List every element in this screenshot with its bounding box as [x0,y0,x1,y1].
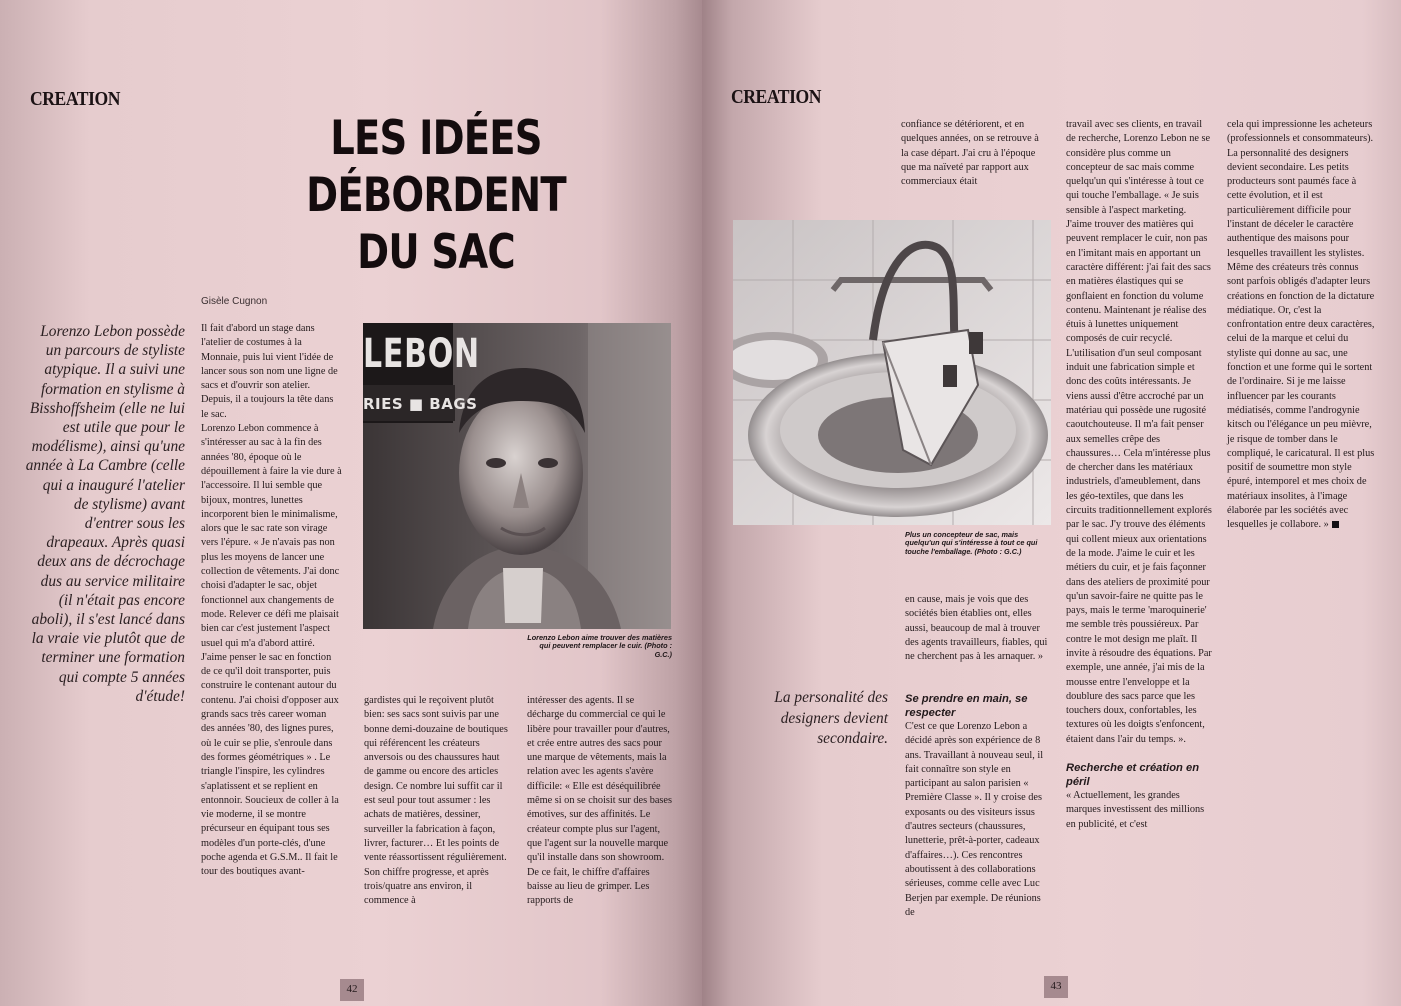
end-mark-icon [1332,521,1339,528]
page-number-right: 43 [1044,976,1068,998]
right-page [702,0,1401,1006]
article-column-3 [1227,118,1375,533]
headline [272,110,600,281]
article-column-2-text: travail avec ses clients, en travail de recherche, Lorenzo Lebon ne se considère plus comme un concepteur de sac mais comme quelqu'un qui s'intéresse à tout ce qui touche l'emballage. « Je suis sensible à l'aspect marketing. J'aime trouver des matières qui peuvent remplacer le cuir, non pas en l'imitant mais en apportant un caractère différent: j'ai fait des sacs en matières élastiques qui se gonflaient en fonction du volume contenu. Maintenant je réalise des étuis à lunettes uniquement composés de cuir recyclé. L'utilisation d'un seul composant induit une fabrication simple et donc des coûts intéressants. Je viens aussi d'être accroché par un matériau qui possède une rugosité caoutchouteuse. Il m'a fait penser aux semelles crêpe des chaussures… Cela m'intéresse plus de chercher dans les matériaux industriels, d'ameublement, dans les géo-textiles, que dans les circuits traditionnellement explorés par le sac. J'y trouve des éléments qui collent mieux aux orientations de la mode. J'aime le cuir et les métiers du cuir, et je fais façonner dans des ateliers de proximité pour qu'un savoir-faire ne quitte pas le pays, mais le terme 'maroquinerie' me semble très poussiéreux. Par contre le mot design me plaît. Il invite à résoudre des équations. Par exemple, une année, j'ai mis de la mousse entre l'enveloppe et la doublure des sacs parce que les touchers doux, confortables, les textures où les doigts s'enfoncent, étaient dans l'air du temps. ». [1066,119,1212,745]
article-column-1-top: confiance se détériorent, et en quelques années, on se retrouve à la case départ. J'ai cru à l'époque que ma naïveté par rapport aux commerciaux était [901,119,1039,188]
subhead-1-text: C'est ce que Lorenzo Lebon a décidé après son expérience de 8 ans. Travaillant à nouveau seul, il fait connaître son style en participant au salon parisien « Première Classe ». Il y croise des exposants ou des visiteurs issus d'autres secteurs (chaussures, lunetterie, prêt-à-porter, cadeaux d'affaires…). Ces rencontres aboutissent à des collaborations sérieuses, comme celle avec Luc Berjen par exemple. De réunions de [905,721,1044,918]
subhead-2: Recherche et création en péril [1066,762,1200,789]
article-column-3-text: cela qui impressionne les acheteurs (professionnels et consommateurs). La personnalité des designers devient secondaire. Les petits producteurs sont paumés face à cette évolution, et il est particulièrement difficile pour l'instant de déceler le caractère authentique des maisons pour lesquelles travaillent les stylistes. Même des créateurs très connus sont parfois obligés d'adapter leurs créations en fonction de la dictature médiatique. Or, c'est la confrontation entre deux caractères, celui de la marque et celui du styliste qui donne au sac, une fonction et une forme qui le sortent de l'ordinaire. Si je me laisse influencer par les courants médiatisés, comme l'androgynie kitsch ou l'élégance un peu mièvre, je risque de tomber dans le compliqué, le caricatural. Il est plus positif de soumettre mon style épuré, intemporel et mes choix de matériaux insolites, à l'image élaborée par les sociétés avec lesquelles je collabore. » [1227,119,1375,531]
bag-sink-image [733,220,1051,525]
portrait-photo [363,323,671,629]
article-column-1-bottom: en cause, mais je vois que des sociétés bien établies ont, elles aussi, beaucoup de mal à trouver des agents travailleurs, fiables, qui ne cherchent pas à les arnaquer. » [905,594,1048,663]
headline-line-1: LES IDÉES [330,111,542,166]
section-label: CREATION [30,88,121,110]
article-column-1: Il fait d'abord un stage dans l'atelier de costumes à la Monnaie, puis lui vient l'idée de lancer sous son nom une ligne de sacs et d'ouvrir son atelier. Depuis, il a toujours la tête dans le sac. Lorenzo Lebon commence à s'intéresser au sac à la fin des années '80, époque où le dépouillement à faire la vie dure à l'accessoire. Il lui semble que bijoux, montres, lunettes incorporent bien le minimalisme, alors que le sac rate son virage vers l'épure. « Je n'avais pas non plus les moyens de lancer une collection de vêtements. J'ai donc choisi d'adapter le sac, objet fonctionnel aux changements de mode. Relever ce défi me plaisait bien car c'est justement l'aspect usuel qui m'a d'abord attiré. J'aime penser le sac en fonction de ce qu'il doit transporter, puis construire le contenant autour du contenu. J'ai choisi d'opposer aux grands sacs très career woman des années '80, des lignes pures, où le cuir se plie, s'enroule dans des formes géométriques » . Le triangle l'inspire, les cylindres s'aplatissent et se replient en entonnoir. Soucieux de coller à la vie moderne, il se montre précurseur en équipant tous ses modèles d'un porte-clés, d'une poche agenda et G.S.M.. Il fait le tour des boutiques avant- [201,323,342,878]
subhead-2-text: « Actuellement, les grandes marques investissent des millions en publicité, et c'est [1066,790,1205,830]
section-label: CREATION [731,86,822,108]
bag-photo [733,220,1051,525]
portrait-caption: Lorenzo Lebon aime trouver des matières qui peuvent remplacer le cuir. (Photo : G.C.) [527,633,672,659]
article-column-2: gardistes qui le reçoivent plutôt bien: ses sacs sont suivis par une bonne demi-douzaine de boutiques qui référencent les créateurs anversois ou des chaussures haut de gamme ou encore des articles design. Ce nombre lui suffit car il est seul pour tout assumer : les achats de matières, dessiner, surveiller la fabrication à façon, livrer, facturer… Et les points de vente réassortissent régulièrement. Son chiffre progresse, et après trois/quatre ans environ, il commence à [364,695,508,907]
photo-sign-bottom: RIES ■ BAGS [363,395,478,413]
bag-photo-caption: Plus un concepteur de sac, mais quelqu'un qui s'intéresse à tout ce qui touche l'emballage. (Photo : G.C.) [905,530,1038,556]
article-column-2 [1066,118,1212,832]
photo-sign-top: LEBON [363,331,480,377]
pull-quote: La personalité des designers devient secondaire. [774,689,888,747]
article-column-3: intéresser des agents. Il se décharge du commercial ce qui le libère pour travailler pour d'autres, et crée entre autres des sacs pour une marque de vêtements, mais la relation avec les agents s'avère difficile: « Elle est déséquilibrée même si on se choisit sur des bases émotives, sur des affinités. Le créateur compte plus sur l'agent, que l'agent sur la nouvelle marque qu'il installe dans son showroom. De ce fait, le chiffre d'affaires baisse au lieu de grimper. Les rapports de [527,695,672,907]
byline: Gisèle Cugnon [201,296,268,307]
page-number-left: 42 [340,979,364,1001]
article-column-1-section [905,692,1051,920]
subhead-1: Se prendre en main, se respecter [905,693,1028,719]
intro-text: Lorenzo Lebon possède un parcours de styliste atypique. Il a suivi une formation en stylisme à Bisshoffsheim (elle ne lui est utile que pour le modélisme), ainsi qu'une année à La Cambre (celle qui a inauguré l'atelier de stylisme) avant d'entrer sous les drapeaux. Après quasi deux ans de décrochage dus au service militaire (il n'était pas encore aboli), il s'est lancé dans la vraie vie plutôt que de terminer une formation qui compte 5 années d'étude! [25,323,185,705]
headline-line-2: DÉBORDENT DU SAC [306,168,566,280]
